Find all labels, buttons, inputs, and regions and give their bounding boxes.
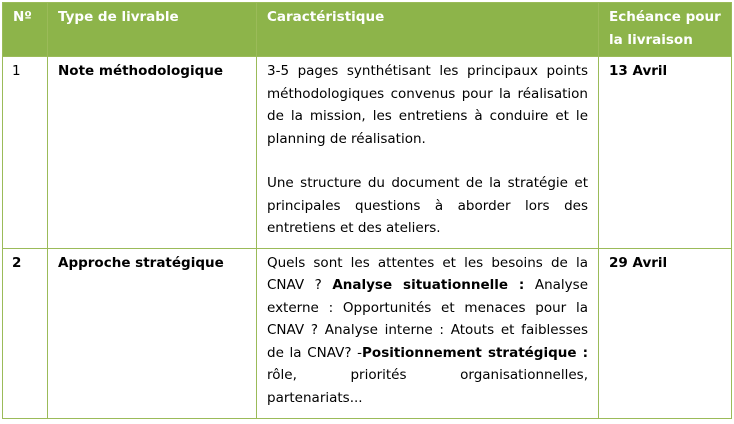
characteristic-bold-text: Positionnement stratégique : bbox=[362, 344, 588, 361]
characteristic-paragraph: 3-5 pages synthétisant les principaux points méthodologiques convenus pour la réalisation de la mission, les entretiens à conduire et le planning de réalisation. bbox=[267, 63, 588, 147]
header-row bbox=[3, 3, 732, 57]
table-row bbox=[3, 57, 732, 249]
characteristic-text: Quels sont les attentes et les besoins de la CNAV ? bbox=[267, 254, 588, 293]
table-row bbox=[3, 248, 732, 418]
deliverable-type: Note méthodologique bbox=[48, 57, 257, 249]
characteristic-text: Analyse externe : Opportunités et menaces pour la CNAV ? Analyse interne : Atouts et faiblesses de la CNAV? - bbox=[267, 277, 588, 361]
header-deadline: Echéance pour la livraison bbox=[599, 3, 732, 57]
deliverable-type: Approche stratégique bbox=[48, 248, 257, 418]
characteristic-cell bbox=[257, 57, 599, 249]
header-characteristic: Caractéristique bbox=[257, 3, 599, 57]
characteristic-cell bbox=[257, 248, 599, 418]
characteristic-bold-text: Analyse situationnelle : bbox=[332, 277, 525, 293]
row-number: 1 bbox=[3, 57, 48, 249]
characteristic-paragraph bbox=[267, 252, 588, 410]
table-header bbox=[3, 3, 732, 57]
deliverables-table bbox=[2, 2, 732, 419]
characteristic-text: rôle, priorités organisationnelles, partenariats... bbox=[267, 367, 588, 406]
table-body bbox=[3, 57, 732, 419]
header-num: Nº bbox=[3, 3, 48, 57]
deadline: 13 Avril bbox=[599, 57, 732, 249]
row-number: 2 bbox=[3, 248, 48, 418]
header-type: Type de livrable bbox=[48, 3, 257, 57]
characteristic-paragraph: Une structure du document de la stratégie et principales questions à aborder lors des entretiens et des ateliers. bbox=[267, 175, 588, 236]
deadline: 29 Avril bbox=[599, 248, 732, 418]
